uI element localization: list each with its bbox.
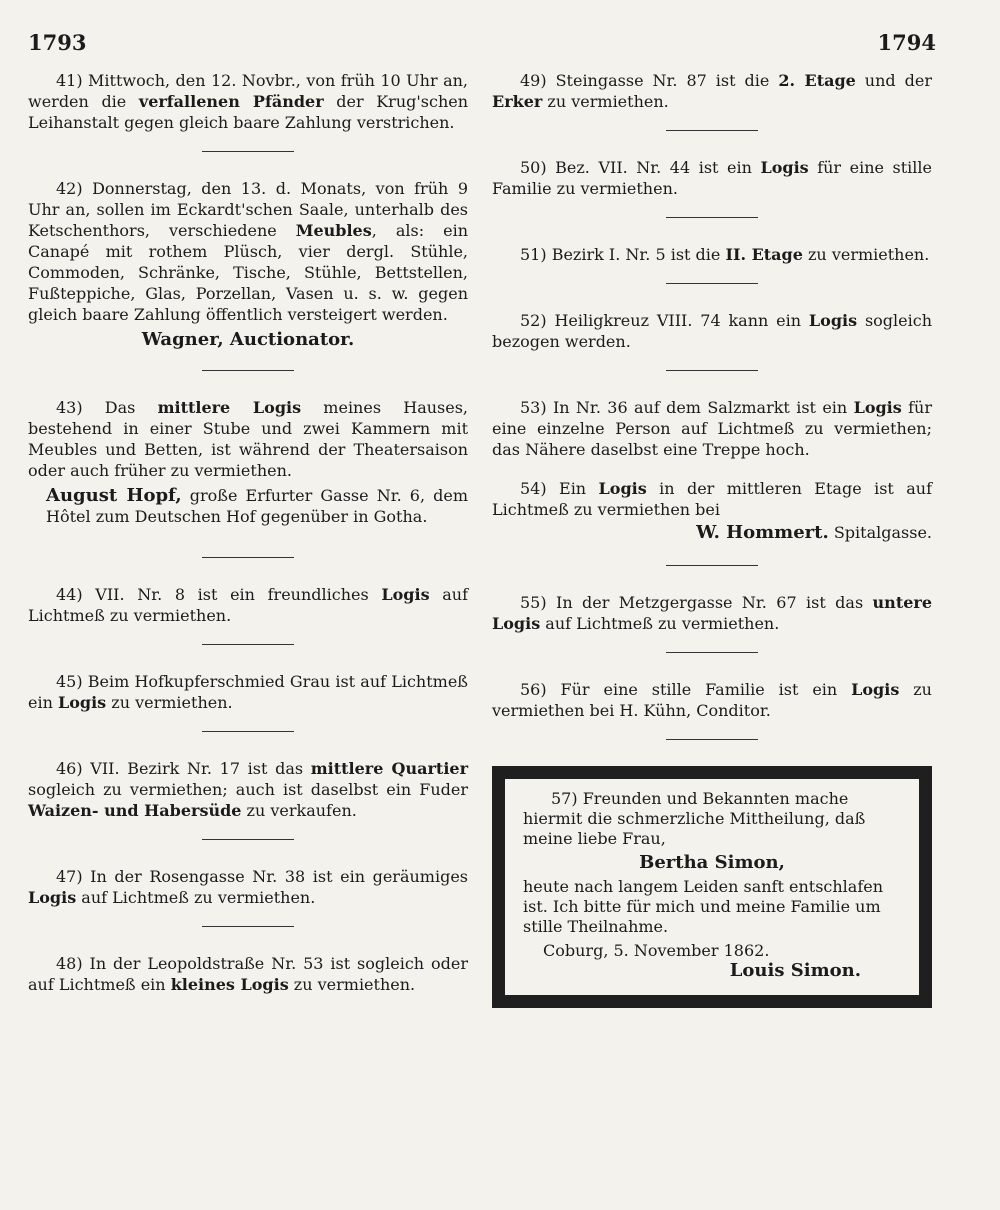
separator bbox=[666, 370, 758, 371]
ad-48: 48) In der Leopoldstraße Nr. 53 ist sogleich oder auf Lichtmeß ein kleines Logis zu vermiethen. bbox=[28, 954, 468, 994]
separator bbox=[202, 370, 294, 371]
separator bbox=[202, 151, 294, 152]
death-notice-date: Coburg, 5. November 1862. bbox=[543, 941, 770, 960]
separator bbox=[202, 926, 294, 927]
separator bbox=[202, 644, 294, 645]
ad-54: 54) Ein Logis in der mittleren Etage ist auf Lichtmeß zu vermiethen bei W. Hommert. Spitalgasse. bbox=[492, 479, 933, 543]
separator bbox=[666, 652, 758, 653]
separator bbox=[666, 130, 758, 131]
separator bbox=[202, 731, 294, 732]
death-notice-name: Bertha Simon, bbox=[639, 852, 785, 873]
ad-49: 49) Steingasse Nr. 87 ist die 2. Etage und der Erker zu vermiethen. bbox=[492, 71, 932, 111]
death-notice-intro: 57) Freunden und Bekannten mache hiermit die schmerzliche Mittheilung, daß meine liebe Frau, bbox=[523, 789, 866, 848]
ad-50: 50) Bez. VII. Nr. 44 ist ein Logis für eine stille Familie zu vermiethen. bbox=[492, 158, 932, 198]
ad-42-signature: Wagner, Auctionator. bbox=[141, 329, 355, 350]
ad-46: 46) VII. Bezirk Nr. 17 ist das mittlere Quartier sogleich zu vermiethen; auch ist daselbst ein Fuder Waizen- und Habersüde zu verkaufen. bbox=[28, 759, 469, 820]
ad-53: 53) In Nr. 36 auf dem Salzmarkt ist ein Logis für eine einzelne Person auf Lichtmeß zu vermiethen; das Nähere daselbst eine Treppe hoch. bbox=[492, 398, 932, 459]
separator bbox=[202, 557, 294, 558]
separator bbox=[666, 283, 758, 284]
separator bbox=[666, 739, 758, 740]
separator bbox=[202, 839, 294, 840]
right-column bbox=[492, 70, 932, 1008]
separator bbox=[666, 565, 758, 566]
left-column bbox=[28, 70, 468, 1013]
ad-43: 43) Das mittlere Logis meines Hauses, bestehend in einer Stube und zwei Kammern mit Meubles und Betten, ist während der Theatersaison oder auch früher zu vermiethen. August Hopf, große Erfurter Gasse Nr. 6, dem Hôtel zum Deutschen Hof gegenüber in Gotha. bbox=[28, 398, 469, 526]
page-number-left: 1793 bbox=[28, 30, 87, 55]
ad-52: 52) Heiligkreuz VIII. 74 kann ein Logis sogleich bezogen werden. bbox=[492, 311, 933, 351]
ad-47: 47) In der Rosengasse Nr. 38 ist ein geräumiges Logis auf Lichtmeß zu vermiethen. bbox=[28, 867, 468, 907]
death-notice-box bbox=[492, 766, 932, 1008]
ad-41: 41) Mittwoch, den 12. Novbr., von früh 10 Uhr an, werden die verfallenen Pfänder der Krug'schen Leihanstalt gegen gleich baare Zahlung verstrichen. bbox=[28, 71, 469, 132]
ad-55: 55) In der Metzgergasse Nr. 67 ist das untere Logis auf Lichtmeß zu vermiethen. bbox=[492, 593, 932, 633]
ad-45: 45) Beim Hofkupferschmied Grau ist auf Lichtmeß ein Logis zu vermiethen. bbox=[28, 672, 468, 712]
death-notice-signer: Louis Simon. bbox=[729, 960, 861, 981]
separator bbox=[666, 217, 758, 218]
ad-42: 42) Donnerstag, den 13. d. Monats, von früh 9 Uhr an, sollen im Eckardt'schen Saale, unterhalb des Ketschenthors, verschiedene Meubles, als: ein Canapé mit rothem Plüsch, vier dergl. Stühle, Commoden, Schränke, Tische, Stühle, Bettstellen, Fußteppiche, Glas, Porzellan, Vasen u. s. w. gegen gleich baare Zahlung öffentlich versteigert werden. Wagner, Auctionator. bbox=[28, 179, 468, 350]
page-number-right: 1794 bbox=[877, 30, 936, 55]
ad-51: 51) Bezirk I. Nr. 5 ist die II. Etage zu vermiethen. bbox=[520, 245, 930, 264]
ad-54-signature: W. Hommert. bbox=[696, 522, 829, 543]
ad-56: 56) Für eine stille Familie ist ein Logis zu vermiethen bei H. Kühn, Conditor. bbox=[492, 680, 932, 720]
ad-43-signature: August Hopf, bbox=[46, 485, 182, 506]
ad-44: 44) VII. Nr. 8 ist ein freundliches Logis auf Lichtmeß zu vermiethen. bbox=[28, 585, 469, 625]
death-notice-body: heute nach langem Leiden sanft entschlafen ist. Ich bitte für mich und meine Familie um stille Theilnahme. bbox=[523, 877, 884, 936]
